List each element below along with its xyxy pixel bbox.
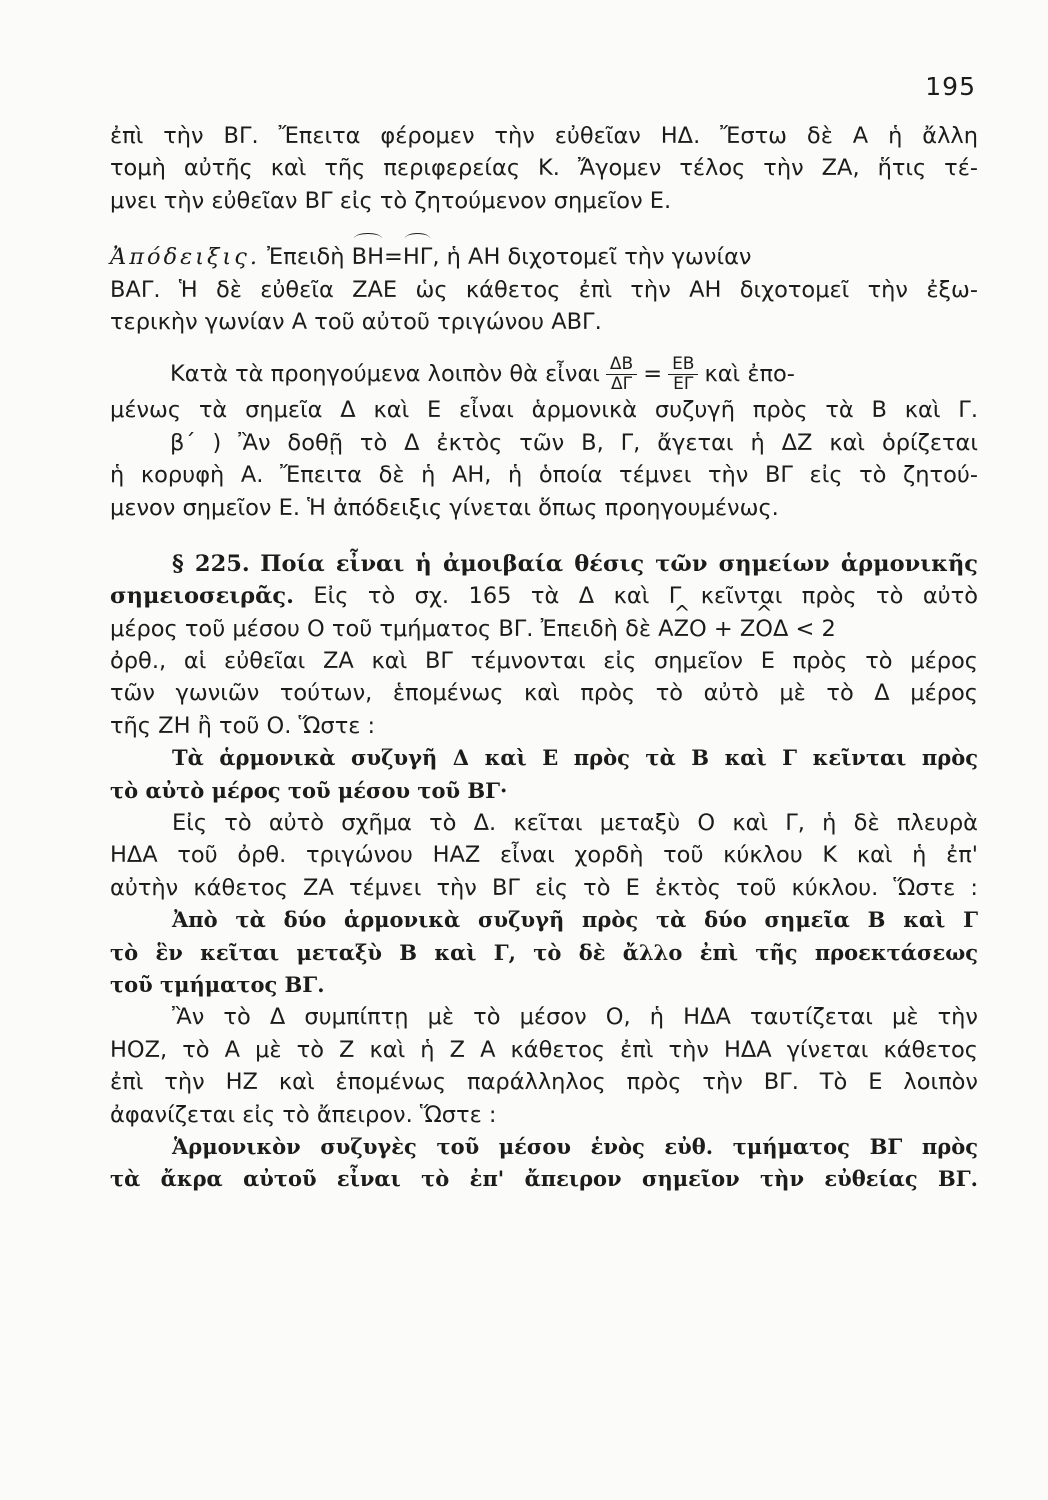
- text-line: αὐτὴν κάθετος ΖΑ τέμνει τὴν ΒΓ εἰς τὸ Ε ἐκτὸς τοῦ κύκλου. Ὥστε :: [110, 874, 978, 901]
- text-line: ὀρθ., αἱ εὐθεῖαι ΖΑ καὶ ΒΓ τέμνονται εἰς σημεῖον Ε πρὸς τὸ μέρος: [110, 648, 978, 675]
- text-line: ΗΟΖ, τὸ Α μὲ τὸ Ζ καὶ ἡ Ζ Α κάθετος ἐπὶ τὴν ΗΔΑ γίνεται κάθετος: [110, 1036, 978, 1063]
- theorem-line: Ἁρμονικὸν συζυγὲς τοῦ μέσου ἑνὸς εὐθ. τμήματος ΒΓ πρὸς: [172, 1133, 978, 1159]
- ratio-line: [110, 354, 978, 394]
- text-line: ΗΔΑ τοῦ ὀρθ. τριγώνου ΗΑΖ εἶναι χορδὴ τοῦ κύκλου Κ καὶ ἡ ἐπ': [110, 842, 978, 869]
- text-span: Δ < 2: [773, 615, 836, 642]
- page-number: 195: [925, 72, 976, 101]
- text-line: β΄ ) Ἂν δοθῇ τὸ Δ ἐκτὸς τῶν Β, Γ, ἄγεται ἡ ΔΖ καὶ ὁρίζεται: [170, 429, 978, 456]
- text-line: τῆς ΖΗ ἢ τοῦ Ο. Ὥστε :: [110, 712, 376, 739]
- text-span: καὶ ἐπο-: [704, 361, 795, 388]
- theorem-line: Τὰ ἁρμονικὰ συζυγῆ Δ καὶ Ε πρὸς τὰ Β καὶ Γ κεῖνται πρὸς: [172, 745, 978, 771]
- fraction-denominator: ΔΓ: [611, 373, 633, 394]
- proof-heading: Ἀπόδειξις.: [110, 244, 260, 271]
- theorem-line: Ἀπὸ τὰ δύο ἁρμονικὰ συζυγῆ πρὸς τὰ δύο σημεῖα Β καὶ Γ: [172, 907, 978, 933]
- page-body: [110, 120, 978, 1196]
- proof-line: [110, 241, 978, 273]
- text-span: , ἡ ΑΗ διχοτομεῖ τὴν γωνίαν: [432, 244, 752, 271]
- section-title-cont: σημειοσειρᾶς.: [110, 583, 294, 610]
- text-line: Ἂν τὸ Δ συμπίπτῃ μὲ τὸ μέσον Ο, ἡ ΗΔΑ ταυτίζεται μὲ τὴν: [172, 1004, 978, 1031]
- angle-vertex: ^ Ζ: [674, 613, 689, 645]
- text-line: ἐπὶ τὴν ΒΓ. Ἔπειτα φέρομεν τὴν εὐθεῖαν ΗΔ. Ἔστω δὲ Α ἡ ἄλλη: [110, 123, 978, 149]
- text-line: μνει τὴν εὐθεῖαν ΒΓ εἰς τὸ ζητούμενον σημεῖον Ε.: [110, 187, 672, 214]
- equals-sign: =: [384, 244, 403, 271]
- fraction-numerator: ΔΒ: [606, 355, 637, 375]
- fraction-numerator: ΕΒ: [668, 355, 698, 375]
- text-span: μέρος τοῦ μέσου Ο τοῦ τμήματος ΒΓ. Ἐπειδὴ δὲ Α: [110, 615, 674, 642]
- text-span: Εἰς τὸ σχ. 165 τὰ Δ καὶ Γ κεῖνται πρὸς τὸ αὐτὸ: [313, 583, 978, 610]
- text-line: μένως τὰ σημεῖα Δ καὶ Ε εἶναι ἁρμονικὰ συζυγῆ πρὸς τὰ Β καὶ Γ.: [110, 397, 978, 424]
- equals-sign: =: [643, 361, 663, 388]
- text-line: τῶν γωνιῶν τούτων, ἑπομένως καὶ πρὸς τὸ αὐτὸ μὲ τὸ Δ μέρος: [110, 680, 978, 707]
- theorem-line: τοῦ τμήματος ΒΓ.: [110, 971, 325, 997]
- section-title: Ποία εἶναι ἡ ἀμοιβαία θέσις τῶν σημείων ἁρμονικῆς: [260, 550, 978, 577]
- arc-hg: ΗΓ: [403, 241, 432, 273]
- text-span: Κατὰ τὰ προηγούμενα λοιπὸν θὰ εἶναι: [170, 361, 600, 388]
- text-line: τομὴ αὐτῆς καὶ τῆς περιφερείας Κ. Ἄγομεν τέλος τὴν ΖΑ, ἥτις τέ-: [110, 155, 978, 182]
- text-line: [110, 580, 978, 612]
- text-line: μενον σημεῖον Ε. Ἡ ἀπόδειξις γίνεται ὅπως προηγουμένως.: [110, 494, 779, 521]
- fraction-db-dg: [606, 355, 637, 394]
- theorem-line: τὰ ἄκρα αὐτοῦ εἶναι τὸ ἐπ' ἄπειρον σημεῖον τὴν εὐθείας ΒΓ.: [110, 1166, 978, 1192]
- section-heading-line: [110, 548, 978, 580]
- section-number: § 225.: [172, 550, 250, 577]
- text-line: τερικὴν γωνίαν Α τοῦ αὐτοῦ τριγώνου ΑΒΓ.: [110, 308, 602, 335]
- text-span: Ἐπειδὴ: [267, 244, 345, 271]
- text-span: Ο + Ζ: [689, 615, 756, 642]
- angle-vertex: ^ Ο: [755, 613, 773, 645]
- text-line: ΒΑΓ. Ἡ δὲ εὐθεῖα ΖΑΕ ὡς κάθετος ἐπὶ τὴν ΑΗ διχοτομεῖ τὴν ἐξω-: [110, 276, 978, 303]
- theorem-line: τὸ ἓν κεῖται μεταξὺ Β καὶ Γ, τὸ δὲ ἄλλο ἐπὶ τῆς προεκτάσεως: [110, 939, 978, 965]
- text-line: ἀφανίζεται εἰς τὸ ἄπειρον. Ὥστε :: [110, 1101, 497, 1128]
- text-line: ἐπὶ τὴν ΗΖ καὶ ἑπομένως παράλληλος πρὸς τὴν ΒΓ. Τὸ Ε λοιπὸν: [110, 1069, 978, 1096]
- arc-bh: ΒΗ: [352, 241, 384, 273]
- text-line: Εἰς τὸ αὐτὸ σχῆμα τὸ Δ. κεῖται μεταξὺ Ο καὶ Γ, ἡ δὲ πλευρὰ: [172, 810, 978, 837]
- text-line: ἡ κορυφὴ Α. Ἔπειτα δὲ ἡ ΑΗ, ἡ ὁποία τέμνει τὴν ΒΓ εἰς τὸ ζητού-: [110, 462, 978, 489]
- fraction-eb-eg: [668, 355, 698, 394]
- theorem-line: τὸ αὐτὸ μέρος τοῦ μέσου τοῦ ΒΓ·: [110, 777, 508, 803]
- angle-line: [110, 613, 978, 645]
- fraction-denominator: ΕΓ: [673, 373, 694, 394]
